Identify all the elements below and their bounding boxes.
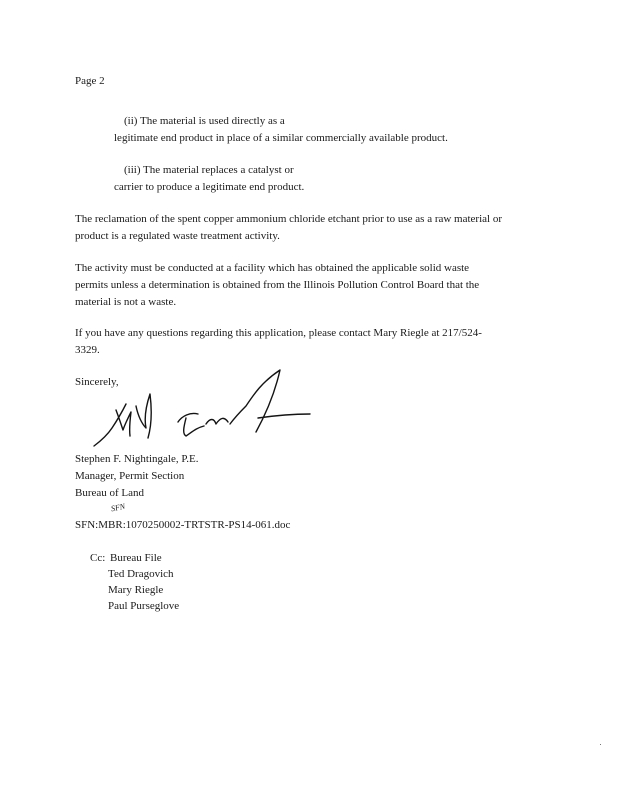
- signatory-bureau: Bureau of Land: [75, 487, 145, 499]
- condition-ii-line1: (ii) The material is used directly as a: [124, 115, 285, 127]
- reclamation-paragraph-line1: The reclamation of the spent copper ammonium chloride etchant prior to use as a raw material or: [75, 213, 503, 225]
- condition-iii-line2: carrier to produce a legitimate end product.: [114, 181, 305, 193]
- condition-iii-line1: (iii) The material replaces a catalyst or: [124, 164, 294, 176]
- signatory-name: Stephen F. Nightingale, P.E.: [75, 453, 199, 465]
- scan-speck: [600, 744, 601, 745]
- handwritten-initials: SFN: [110, 501, 126, 514]
- cc-label: Cc:: [90, 552, 106, 564]
- page-number: Page 2: [75, 75, 105, 87]
- closing-salutation: Sincerely,: [75, 376, 119, 388]
- cc-recipient: Mary Riegle: [108, 584, 164, 596]
- cc-recipient: Paul Purseglove: [108, 600, 180, 612]
- activity-paragraph-line2: permits unless a determination is obtained from the Illinois Pollution Control Board that the: [75, 279, 480, 291]
- questions-paragraph-line2: 3329.: [75, 344, 100, 356]
- activity-paragraph-line1: The activity must be conducted at a facility which has obtained the applicable solid waste: [75, 262, 470, 274]
- cc-recipient-bureau-file: Bureau File: [110, 552, 162, 564]
- condition-ii-line2: legitimate end product in place of a similar commercially available product.: [114, 132, 448, 144]
- handwritten-signature: [86, 366, 316, 456]
- reference-line: SFN:MBR:1070250002-TRTSTR-PS14-061.doc: [75, 519, 291, 531]
- questions-paragraph-line1: If you have any questions regarding this application, please contact Mary Riegle at 217/524-: [75, 327, 482, 339]
- activity-paragraph-line3: material is not a waste.: [75, 296, 177, 308]
- cc-recipient: Ted Dragovich: [108, 568, 174, 580]
- reclamation-paragraph-line2: product is a regulated waste treatment activity.: [75, 230, 280, 242]
- signatory-title: Manager, Permit Section: [75, 470, 185, 482]
